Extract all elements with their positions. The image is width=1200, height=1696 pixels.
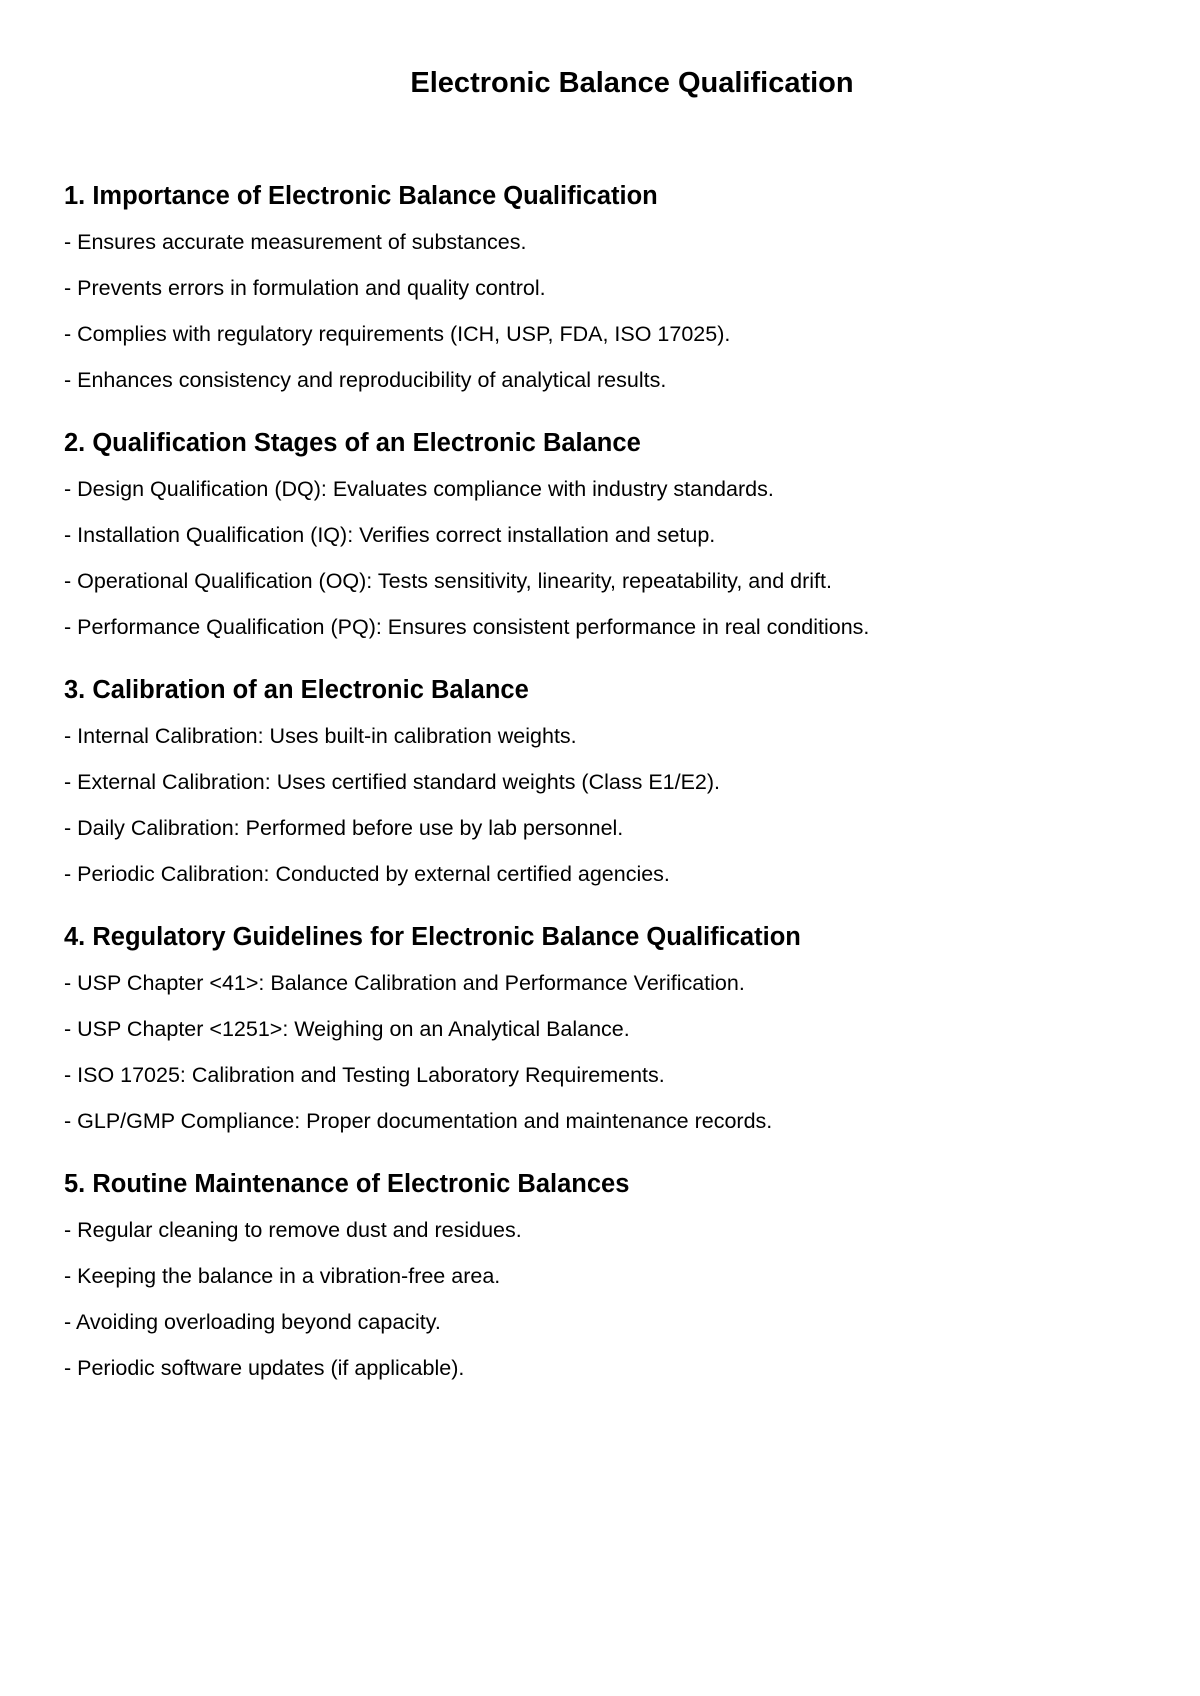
section-heading: 5. Routine Maintenance of Electronic Balances xyxy=(64,1170,630,1198)
document-title: Electronic Balance Qualification xyxy=(410,67,854,99)
list-item: - Ensures accurate measurement of substances. xyxy=(64,230,527,254)
list-item: - Periodic Calibration: Conducted by external certified agencies. xyxy=(64,862,670,886)
list-item: - Installation Qualification (IQ): Verifies correct installation and setup. xyxy=(64,523,716,547)
list-item: - Enhances consistency and reproducibility of analytical results. xyxy=(64,368,667,392)
section-item-list xyxy=(64,713,1144,897)
section-heading: 3. Calibration of an Electronic Balance xyxy=(64,676,529,704)
section-qualification-stages xyxy=(64,425,1144,650)
list-item: - Performance Qualification (PQ): Ensures consistent performance in real conditions. xyxy=(64,615,870,639)
section-routine-maintenance xyxy=(64,1166,1144,1391)
list-item: - Design Qualification (DQ): Evaluates compliance with industry standards. xyxy=(64,477,774,501)
section-heading: 1. Importance of Electronic Balance Qualification xyxy=(64,182,658,210)
list-item: - Regular cleaning to remove dust and residues. xyxy=(64,1218,522,1242)
section-item-list xyxy=(64,219,1144,403)
section-item-list xyxy=(64,960,1144,1144)
list-item: - Internal Calibration: Uses built-in calibration weights. xyxy=(64,724,577,748)
list-item: - USP Chapter <1251>: Weighing on an Analytical Balance. xyxy=(64,1017,630,1041)
list-item: - Keeping the balance in a vibration-free area. xyxy=(64,1264,501,1288)
list-item: - Complies with regulatory requirements (ICH, USP, FDA, ISO 17025). xyxy=(64,322,731,346)
list-item: - USP Chapter <41>: Balance Calibration and Performance Verification. xyxy=(64,971,745,995)
section-heading: 4. Regulatory Guidelines for Electronic Balance Qualification xyxy=(64,923,801,951)
sections-container xyxy=(64,178,1144,1413)
section-regulatory-guidelines xyxy=(64,919,1144,1144)
section-importance xyxy=(64,178,1144,403)
section-item-list xyxy=(64,1207,1144,1391)
section-calibration xyxy=(64,672,1144,897)
section-item-list xyxy=(64,466,1144,650)
list-item: - ISO 17025: Calibration and Testing Laboratory Requirements. xyxy=(64,1063,665,1087)
list-item: - Periodic software updates (if applicable). xyxy=(64,1356,465,1380)
list-item: - Daily Calibration: Performed before use by lab personnel. xyxy=(64,816,624,840)
list-item: - External Calibration: Uses certified standard weights (Class E1/E2). xyxy=(64,770,721,794)
section-heading: 2. Qualification Stages of an Electronic Balance xyxy=(64,429,641,457)
list-item: - Prevents errors in formulation and quality control. xyxy=(64,276,546,300)
list-item: - Operational Qualification (OQ): Tests sensitivity, linearity, repeatability, and drift. xyxy=(64,569,832,593)
list-item: - Avoiding overloading beyond capacity. xyxy=(64,1310,441,1334)
list-item: - GLP/GMP Compliance: Proper documentation and maintenance records. xyxy=(64,1109,773,1133)
